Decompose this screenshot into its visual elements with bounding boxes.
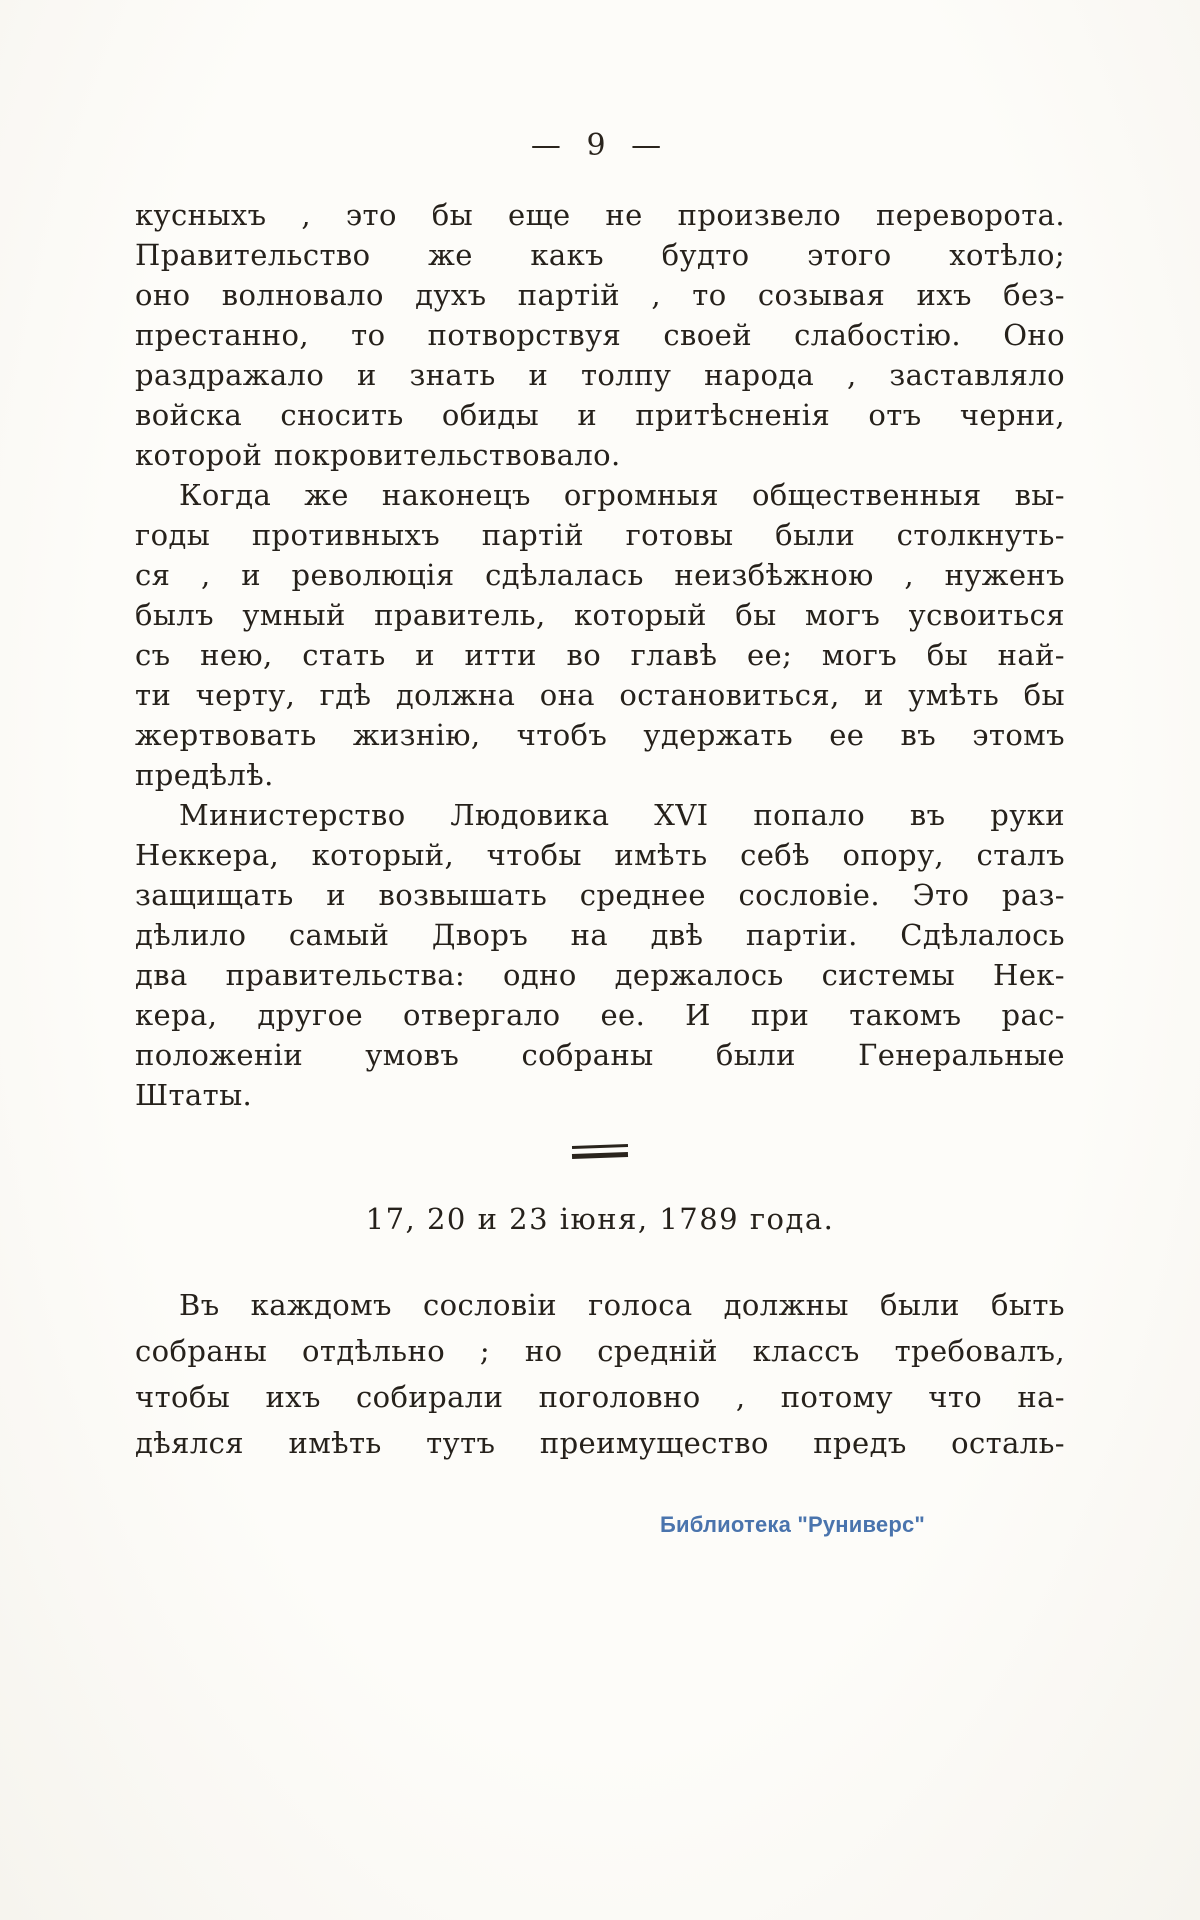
text-line: Когда же наконецъ огромныя общественныя вы-	[179, 478, 1065, 512]
section-divider	[572, 1145, 628, 1158]
paragraph	[135, 1282, 1065, 1466]
text-line: годы противныхъ партій готовы были столкнуть-	[135, 518, 1065, 552]
text-line: жертвовать жизнію, чтобъ удержать ее въ этомъ	[135, 718, 1065, 752]
text-line: защищать и возвышать среднее сословіе. Это раз-	[135, 878, 1065, 912]
divider-bar	[572, 1144, 628, 1149]
text-line: ся , и революція сдѣлалась неизбѣжною , нуженъ	[135, 558, 1065, 592]
page-text-column	[135, 195, 1065, 1466]
paragraph	[135, 795, 1065, 1115]
text-line: которой покровительствовало.	[135, 438, 621, 472]
text-line: положеніи умовъ собраны были Генеральные	[135, 1038, 1065, 1072]
text-line: собраны отдѣльно ; но средній классъ требовалъ,	[135, 1334, 1065, 1368]
text-line: Министерство Людовика XVI попало въ руки	[179, 798, 1065, 832]
text-line: Неккера, который, чтобы имѣть себѣ опору, сталъ	[135, 838, 1065, 872]
text-line: Въ каждомъ сословіи голоса должны были быть	[179, 1288, 1065, 1322]
text-line: Правительство же какъ будто этого хотѣло;	[135, 238, 1065, 272]
text-line: кера, другое отвергало ее. И при такомъ рас-	[135, 998, 1065, 1032]
paragraph	[135, 475, 1065, 795]
text-line: былъ умный правитель, который бы могъ усвоиться	[135, 598, 1065, 632]
text-line: два правительства: одно держалось системы Нек-	[135, 958, 1065, 992]
text-line: дѣялся имѣть тутъ преимущество предъ осталь-	[135, 1426, 1065, 1460]
text-line: престанно, то потворствуя своей слабостію. Оно	[135, 318, 1065, 352]
section-heading: 17, 20 и 23 іюня, 1789 года.	[365, 1202, 835, 1236]
text-line: оно волновало духъ партій , то созывая ихъ без-	[135, 278, 1065, 312]
text-line: раздражало и знать и толпу народа , заставляло	[135, 358, 1065, 392]
library-watermark: Библиотека "Руниверс"	[660, 1512, 926, 1537]
text-line: ти черту, гдѣ должна она остановиться, и умѣть бы	[135, 678, 1065, 712]
text-line: съ нею, стать и итти во главѣ ее; могъ бы най-	[135, 638, 1065, 672]
text-line: войска сносить обиды и притѣсненія отъ черни,	[135, 398, 1065, 432]
text-line: Штаты.	[135, 1078, 253, 1112]
text-line: чтобы ихъ собирали поголовно , потому что на-	[135, 1380, 1065, 1414]
text-line: предѣлѣ.	[135, 758, 274, 792]
text-line: кусныхъ , это бы еще не произвело переворота.	[135, 198, 1065, 232]
text-line: дѣлило самый Дворъ на двѣ партіи. Сдѣлалось	[135, 918, 1065, 952]
page-number: — 9 —	[530, 128, 670, 163]
paragraph	[135, 195, 1065, 475]
divider-bar	[572, 1152, 628, 1159]
